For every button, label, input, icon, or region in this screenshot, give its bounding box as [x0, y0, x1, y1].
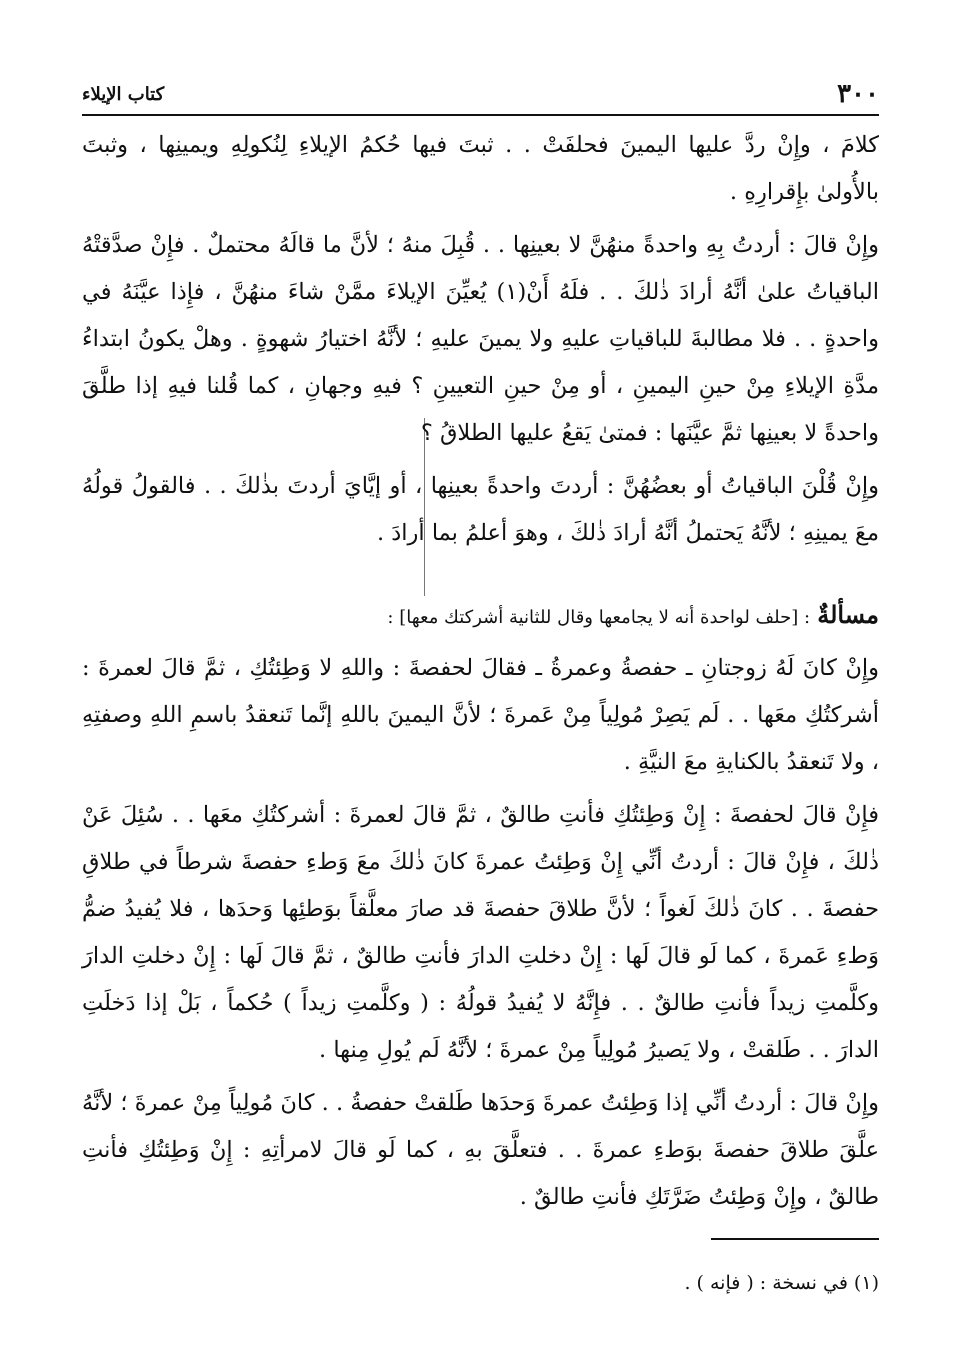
section-title: : [حلف لواحدة أنه لا يجامعها وقال للثانية أشركتك معها] : [387, 607, 811, 628]
section-label: مسألةٌ [817, 600, 879, 629]
running-title: كتاب الإيلاء [82, 83, 165, 105]
footnote: (١) في نسخة : ( فإنه ) . [684, 1272, 879, 1294]
page-header [82, 74, 879, 116]
paragraph: وإِنْ قُلْنَ الباقياتُ أو بعضُهُنَّ : أردتَ واحدةً بعينِها ، أو إيَّايَ أردتَ بذٰلكَ . . فالقولُ قولُهُ معَ يمينِهِ ؛ لأنَّهُ يَحتملُ أنَّهُ أرادَ ذٰلكَ ، وهوَ أعلمُ بما أرادَ . [82, 473, 879, 546]
paragraph: فإِنْ قالَ لحفصةَ : إِنْ وَطِئتُكِ فأنتِ طالقٌ ، ثمَّ قالَ لعمرةَ : أشركتُكِ معَها . . سُئِلَ عَنْ ذٰلكَ ، فإِنْ قالَ : أردتُ أنِّي إِنْ وَطِئتُ عمرةَ كانَ ذٰلكَ معَ وَطءِ حفصةَ شرطاً في طلاقِ حفصةَ . . كانَ ذٰلكَ لَغواً ؛ لأنَّ طلاقَ حفصةَ قد صارَ معلَّقاً بوَطئِها وَحدَها ، فلا يُفيدُ ضمُّ وَطءِ عَمرةَ ، كما لَو قالَ لَها : إِنْ دخلتِ الدارَ فأنتِ طالقٌ ، ثمَّ قالَ لَها : إِنْ دخلتِ الدارَ وكلَّمتِ زيداً فأنتِ طالقٌ . . فإِنَّهُ لا يُفيدُ قولُهُ : ( وكلَّمتِ زيداً ) حُكماً ، بَلْ إذا دَخلَتِ الدارَ . . طَلقتْ ، ولا يَصيرُ مُولِياً مِنْ عمرةَ ؛ لأنَّهُ لَم يُولِ مِنها . [82, 802, 879, 1063]
book-page [82, 0, 879, 1367]
footnote-separator [711, 1238, 879, 1240]
paragraph: كلامَ ، وإِنْ ردَّ عليها اليمينَ فحلفَتْ . . ثبتَ فيها حُكمُ الإيلاءِ لِنُكولِهِ ويمينِها ، وثبتَ بالأُولىٰ بإِقرارِهِ . [82, 132, 879, 205]
paragraph: وإِنْ قالَ : أردتُ بِهِ واحدةً منهُنَّ لا بعينِها . . قُبِلَ منهُ ؛ لأنَّ ما قالَهُ محتملٌ . فإِنْ صدَّقتْهُ الباقياتُ علىٰ أنَّهُ أرادَ ذٰلكَ . . فلَهُ أَنْ(١) يُعيِّنَ الإيلاءَ ممَّنْ شاءَ منهُنَّ ، فإِذا عيَّنَهُ في واحدةٍ . . فلا مطالبةَ للباقياتِ عليهِ ولا يمينَ عليهِ ؛ لأنَّهُ اختيارُ شهوةٍ . وهلْ يكونُ ابتداءُ مدَّةِ الإيلاءِ مِنْ حينِ اليمينِ ، أو مِنْ حينِ التعيينِ ؟ فيهِ وجهانِ ، كما قُلنا فيهِ إذا طلَّقَ واحدةً لا بعينِها ثمَّ عيَّنَها : فمتىٰ يَقعُ عليها الطلاقُ ؟ [82, 232, 879, 446]
body-text [82, 122, 879, 1227]
page-number: ٣٠٠ [837, 79, 879, 109]
section-heading [82, 591, 879, 641]
paragraph: وإِنْ قالَ : أردتُ أنِّي إذا وَطِئتُ عمرةَ وَحدَها طَلقتْ حفصةُ . . كانَ مُولِياً مِنْ عمرةَ ؛ لأنَّهُ علَّقَ طلاقَ حفصةَ بوَطءِ عمرةَ . . فتعلَّقَ بهِ ، كما لَو قالَ لامرأتِهِ : إِنْ وَطِئتُكِ فأنتِ طالقٌ ، وإِنْ وَطِئتُ ضَرَّتَكِ فأنتِ طالقٌ . [82, 1090, 879, 1210]
paragraph: وإِنْ كانَ لَهُ زوجتانِ ـ حفصةُ وعمرةُ ـ فقالَ لحفصةَ : واللهِ لا وَطِئتُكِ ، ثمَّ قالَ لعمرةَ : أشركتُكِ معَها . . لَم يَصِرْ مُولِياً مِنْ عَمرةَ ؛ لأنَّ اليمينَ باللهِ إنَّما تَنعقدُ باسمِ اللهِ وصفتِهِ ، ولا تَنعقدُ بالكنايةِ معَ النيَّةِ . [82, 655, 879, 775]
